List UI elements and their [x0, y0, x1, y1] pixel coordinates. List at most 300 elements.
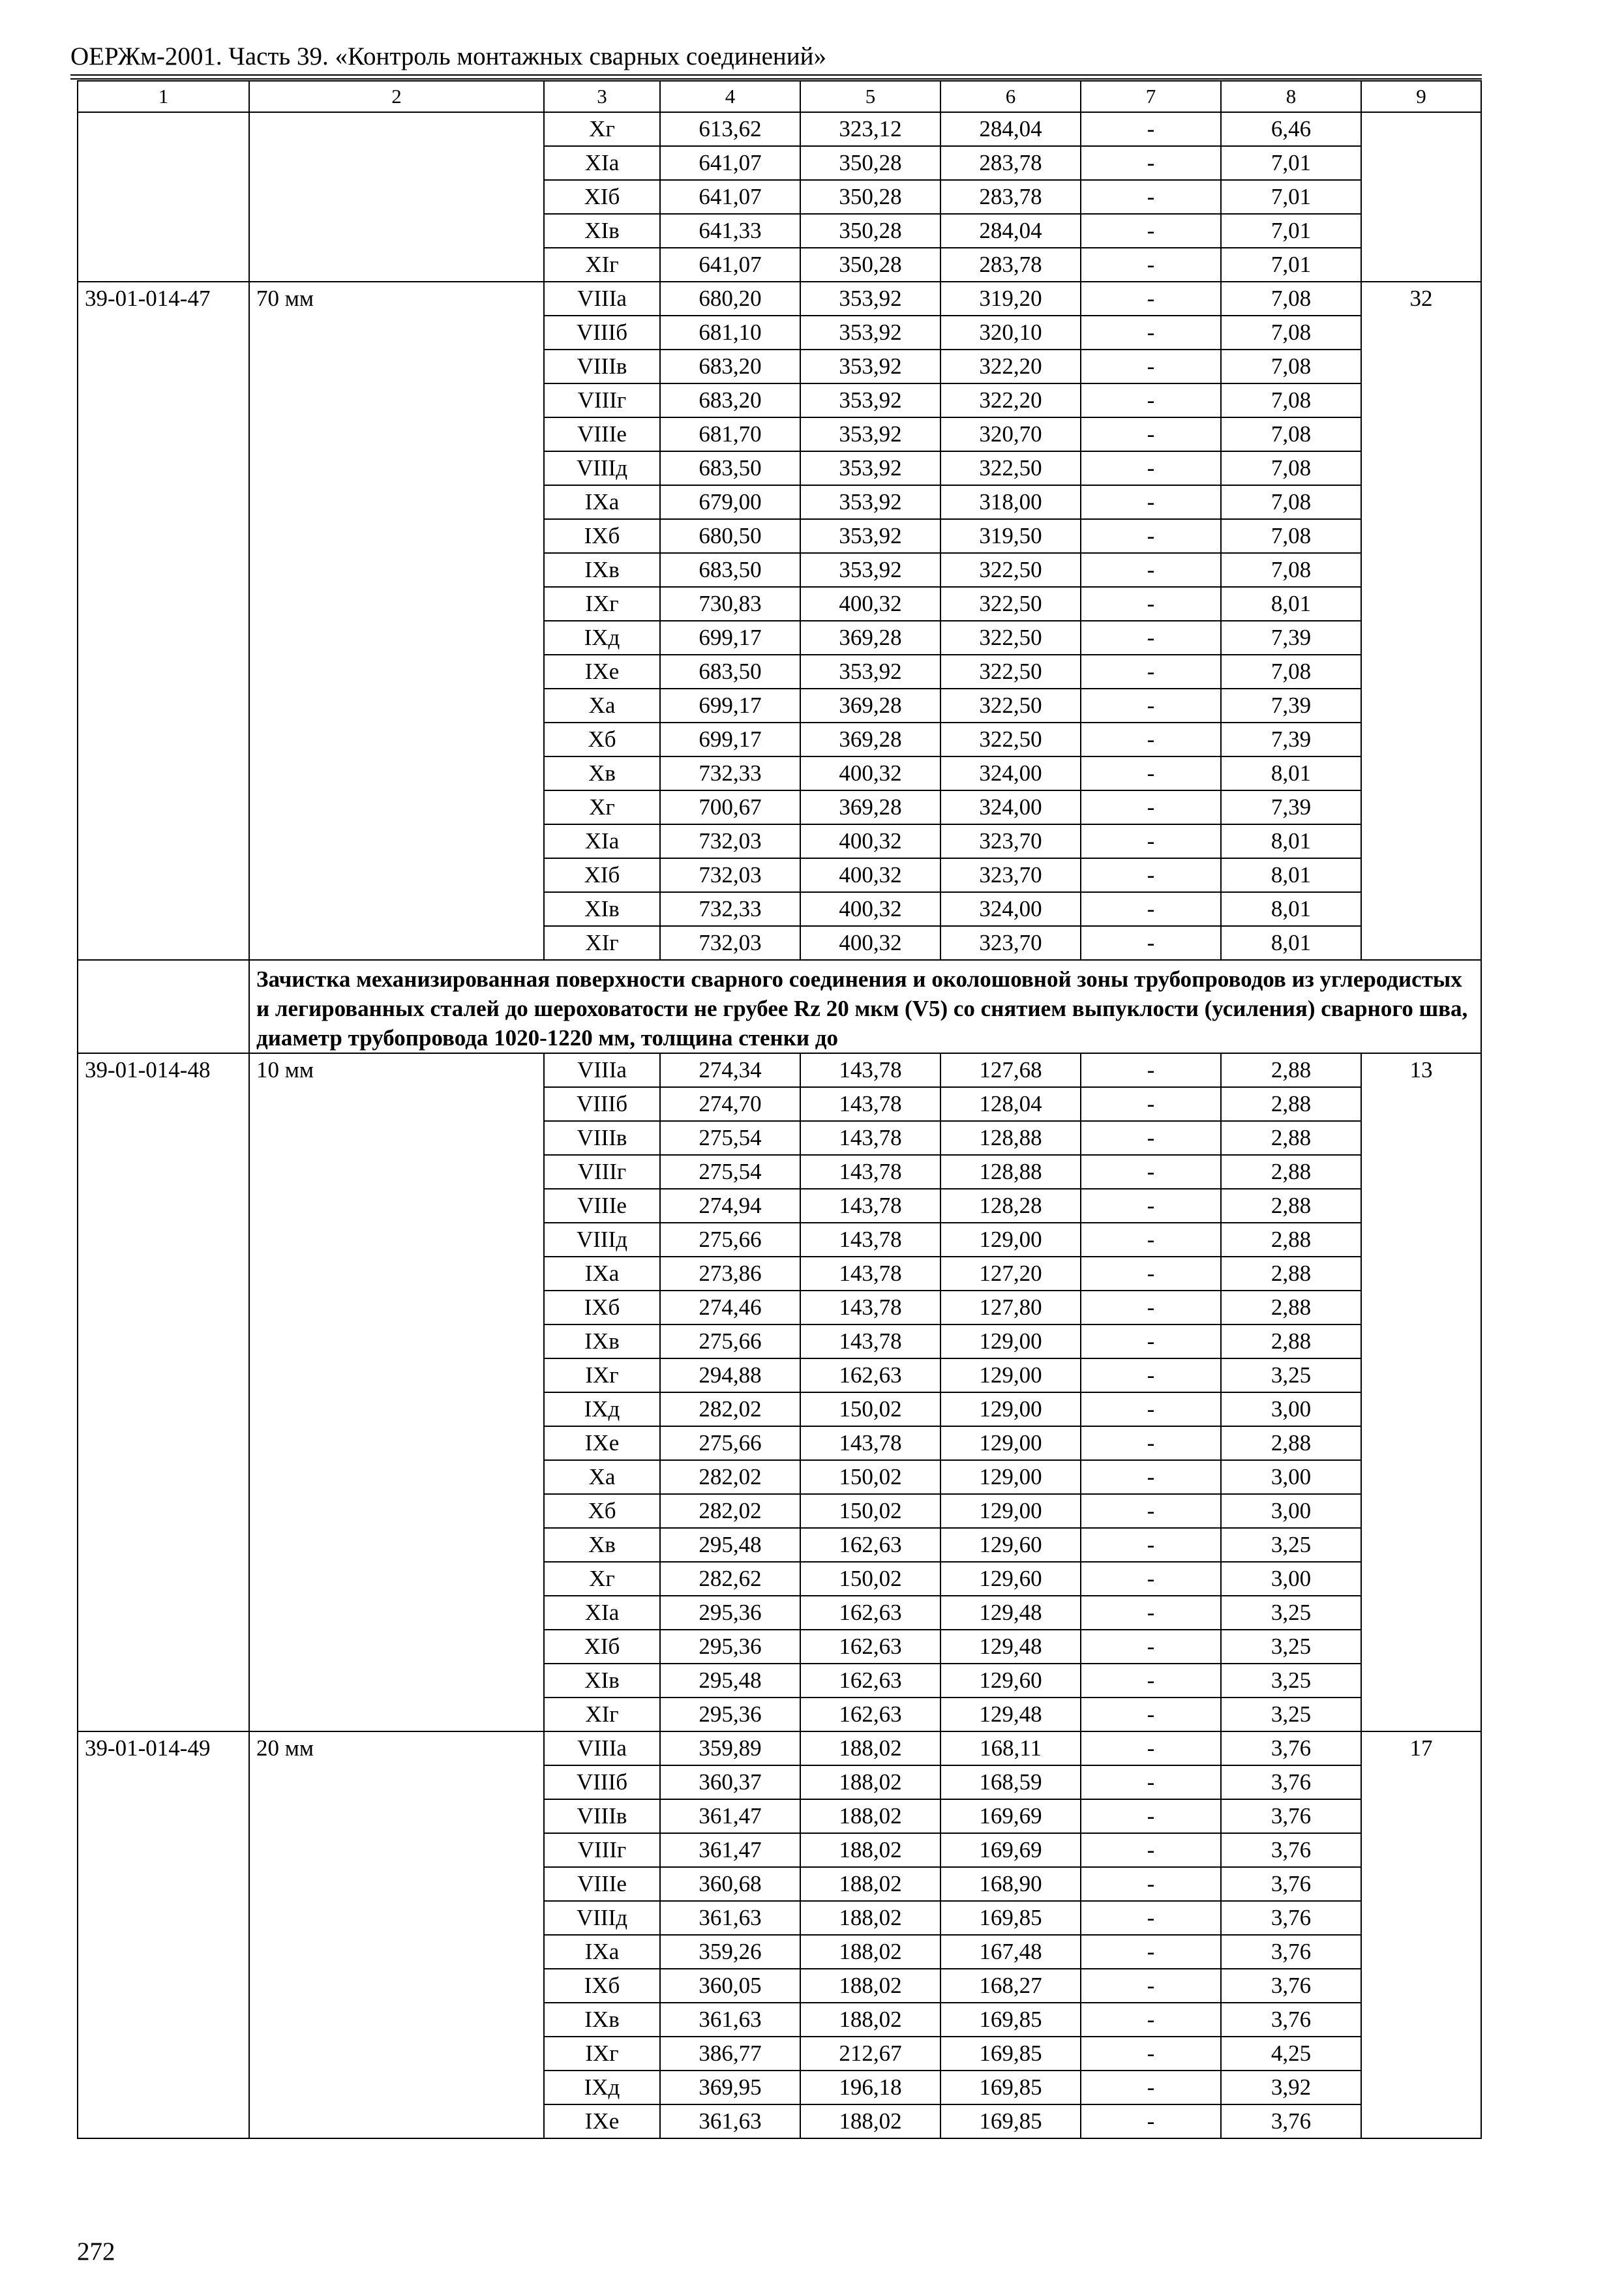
total-cost: 295,36: [660, 1630, 800, 1664]
wages: 369,28: [800, 790, 940, 824]
labor-cost: 8,01: [1221, 892, 1361, 926]
machine-cost: 322,50: [940, 655, 1081, 689]
zone: IXд: [544, 2071, 660, 2104]
materials: -: [1081, 689, 1221, 723]
machine-cost: 320,70: [940, 417, 1081, 451]
wages: 143,78: [800, 1053, 940, 1087]
total-cost: 361,63: [660, 2104, 800, 2138]
dimension: 20 мм: [249, 1731, 544, 2138]
table-row: [78, 282, 1481, 316]
materials: -: [1081, 316, 1221, 350]
zone: Xа: [544, 1460, 660, 1494]
zone: Xв: [544, 756, 660, 790]
wages: 150,02: [800, 1494, 940, 1528]
labor-cost: 7,08: [1221, 383, 1361, 417]
wages: 188,02: [800, 1969, 940, 2003]
machine-cost: 129,00: [940, 1494, 1081, 1528]
column-number: 9: [1361, 81, 1481, 112]
zone: IXа: [544, 485, 660, 519]
labor-cost: 7,08: [1221, 655, 1361, 689]
labor-cost: 3,00: [1221, 1392, 1361, 1426]
machine-cost: 129,60: [940, 1562, 1081, 1596]
total-cost: 679,00: [660, 485, 800, 519]
wages: 353,92: [800, 519, 940, 553]
column-number: 4: [660, 81, 800, 112]
total-cost: 359,89: [660, 1731, 800, 1765]
materials: -: [1081, 1460, 1221, 1494]
materials: -: [1081, 1426, 1221, 1460]
labor-cost: 3,25: [1221, 1664, 1361, 1698]
materials: -: [1081, 553, 1221, 587]
zone: VIIIд: [544, 451, 660, 485]
machine-cost: 322,20: [940, 383, 1081, 417]
machine-cost: 169,85: [940, 2037, 1081, 2071]
machine-cost: 168,90: [940, 1867, 1081, 1901]
materials: -: [1081, 383, 1221, 417]
total-cost: 732,03: [660, 926, 800, 960]
column-number: 6: [940, 81, 1081, 112]
machine-cost: 129,00: [940, 1392, 1081, 1426]
wages: 162,63: [800, 1596, 940, 1630]
zone: XIа: [544, 824, 660, 858]
machine-cost: 284,04: [940, 214, 1081, 248]
machine-cost: 169,85: [940, 2003, 1081, 2037]
labor-cost: 2,88: [1221, 1155, 1361, 1189]
wages: 188,02: [800, 1867, 940, 1901]
materials: -: [1081, 1291, 1221, 1324]
table-row: [78, 1731, 1481, 1765]
machine-cost: 324,00: [940, 756, 1081, 790]
total-cost: 683,50: [660, 553, 800, 587]
zone: Xг: [544, 790, 660, 824]
total-cost: 274,70: [660, 1087, 800, 1121]
total-cost: 359,26: [660, 1935, 800, 1969]
labor-cost: 8,01: [1221, 756, 1361, 790]
wages: 162,63: [800, 1358, 940, 1392]
total-cost: 295,36: [660, 1596, 800, 1630]
wages: 188,02: [800, 1799, 940, 1833]
labor-cost: 7,01: [1221, 214, 1361, 248]
labor-cost: 7,08: [1221, 417, 1361, 451]
materials: -: [1081, 2071, 1221, 2104]
wages: 400,32: [800, 892, 940, 926]
machine-cost: 323,70: [940, 858, 1081, 892]
index-code: [78, 112, 249, 282]
labor-cost: 7,08: [1221, 350, 1361, 383]
total-cost: 641,07: [660, 180, 800, 214]
materials: -: [1081, 485, 1221, 519]
rates-table: [77, 80, 1482, 2139]
materials: -: [1081, 1799, 1221, 1833]
zone: IXб: [544, 519, 660, 553]
total-cost: 295,48: [660, 1528, 800, 1562]
labor-cost: 8,01: [1221, 858, 1361, 892]
labor-cost: 7,08: [1221, 451, 1361, 485]
total-cost: 361,63: [660, 1901, 800, 1935]
zone: Xг: [544, 112, 660, 146]
materials: -: [1081, 1731, 1221, 1765]
wages: 353,92: [800, 383, 940, 417]
wages: 150,02: [800, 1562, 940, 1596]
wages: 143,78: [800, 1121, 940, 1155]
zone: XIб: [544, 1630, 660, 1664]
wages: 400,32: [800, 926, 940, 960]
labor-cost: 3,76: [1221, 1833, 1361, 1867]
machine-cost: 169,69: [940, 1799, 1081, 1833]
section-row: [78, 960, 1481, 1053]
wages: 143,78: [800, 1324, 940, 1358]
total-cost: 683,50: [660, 451, 800, 485]
machine-cost: 168,27: [940, 1969, 1081, 2003]
machine-cost: 322,50: [940, 723, 1081, 756]
wages: 400,32: [800, 858, 940, 892]
machine-cost: 169,85: [940, 2104, 1081, 2138]
zone: IXг: [544, 2037, 660, 2071]
zone: VIIIг: [544, 383, 660, 417]
total-cost: 683,50: [660, 655, 800, 689]
labor-cost: 3,92: [1221, 2071, 1361, 2104]
column-number: 7: [1081, 81, 1221, 112]
zone: Xб: [544, 723, 660, 756]
section-empty-cell: [78, 960, 249, 1053]
total-col9: 32: [1361, 282, 1481, 960]
index-code: 39-01-014-49: [78, 1731, 249, 2138]
labor-cost: 3,00: [1221, 1562, 1361, 1596]
zone: XIв: [544, 892, 660, 926]
total-cost: 699,17: [660, 689, 800, 723]
total-cost: 275,54: [660, 1121, 800, 1155]
machine-cost: 127,80: [940, 1291, 1081, 1324]
materials: -: [1081, 1664, 1221, 1698]
materials: -: [1081, 350, 1221, 383]
index-code: 39-01-014-48: [78, 1053, 249, 1731]
wages: 369,28: [800, 621, 940, 655]
labor-cost: 2,88: [1221, 1324, 1361, 1358]
machine-cost: 129,00: [940, 1324, 1081, 1358]
total-cost: 732,33: [660, 756, 800, 790]
machine-cost: 322,50: [940, 587, 1081, 621]
total-col9: 17: [1361, 1731, 1481, 2138]
total-cost: 386,77: [660, 2037, 800, 2071]
materials: -: [1081, 1935, 1221, 1969]
header-rule: [70, 74, 1482, 76]
machine-cost: 324,00: [940, 790, 1081, 824]
wages: 188,02: [800, 1833, 940, 1867]
zone: VIIIг: [544, 1833, 660, 1867]
wages: 143,78: [800, 1087, 940, 1121]
zone: VIIIа: [544, 1731, 660, 1765]
wages: 353,92: [800, 553, 940, 587]
machine-cost: 129,00: [940, 1460, 1081, 1494]
machine-cost: 167,48: [940, 1935, 1081, 1969]
machine-cost: 129,48: [940, 1698, 1081, 1731]
total-cost: 274,94: [660, 1189, 800, 1223]
dimension: [249, 112, 544, 282]
materials: -: [1081, 248, 1221, 282]
machine-cost: 318,00: [940, 485, 1081, 519]
labor-cost: 2,88: [1221, 1189, 1361, 1223]
machine-cost: 129,60: [940, 1528, 1081, 1562]
total-cost: 295,36: [660, 1698, 800, 1731]
page-header: ОЕРЖм-2001. Часть 39. «Контроль монтажных сварных соединений»: [70, 42, 826, 70]
materials: -: [1081, 1189, 1221, 1223]
total-cost: 681,10: [660, 316, 800, 350]
labor-cost: 7,08: [1221, 282, 1361, 316]
labor-cost: 3,76: [1221, 1867, 1361, 1901]
zone: VIIIб: [544, 1087, 660, 1121]
zone: IXг: [544, 1358, 660, 1392]
zone: IXб: [544, 1969, 660, 2003]
zone: IXе: [544, 655, 660, 689]
total-cost: 369,95: [660, 2071, 800, 2104]
wages: 150,02: [800, 1460, 940, 1494]
machine-cost: 323,70: [940, 824, 1081, 858]
materials: -: [1081, 519, 1221, 553]
labor-cost: 7,08: [1221, 485, 1361, 519]
materials: -: [1081, 146, 1221, 180]
zone: IXе: [544, 2104, 660, 2138]
zone: VIIIв: [544, 350, 660, 383]
total-cost: 282,02: [660, 1494, 800, 1528]
total-cost: 274,46: [660, 1291, 800, 1324]
wages: 188,02: [800, 1901, 940, 1935]
materials: -: [1081, 1087, 1221, 1121]
labor-cost: 2,88: [1221, 1257, 1361, 1291]
zone: VIIIб: [544, 1765, 660, 1799]
table-body: [78, 81, 1481, 2138]
labor-cost: 7,01: [1221, 180, 1361, 214]
labor-cost: 3,00: [1221, 1460, 1361, 1494]
total-cost: 360,37: [660, 1765, 800, 1799]
column-number: 1: [78, 81, 249, 112]
wages: 400,32: [800, 756, 940, 790]
zone: IXа: [544, 1257, 660, 1291]
wages: 143,78: [800, 1155, 940, 1189]
total-cost: 680,50: [660, 519, 800, 553]
total-cost: 683,20: [660, 350, 800, 383]
zone: XIб: [544, 180, 660, 214]
zone: Xа: [544, 689, 660, 723]
machine-cost: 169,69: [940, 1833, 1081, 1867]
materials: -: [1081, 2037, 1221, 2071]
column-number-row: [78, 81, 1481, 112]
total-cost: 282,62: [660, 1562, 800, 1596]
wages: 143,78: [800, 1257, 940, 1291]
labor-cost: 7,39: [1221, 790, 1361, 824]
wages: 369,28: [800, 689, 940, 723]
zone: IXе: [544, 1426, 660, 1460]
table-row: [78, 1053, 1481, 1087]
machine-cost: 324,00: [940, 892, 1081, 926]
wages: 188,02: [800, 1731, 940, 1765]
machine-cost: 320,10: [940, 316, 1081, 350]
zone: IXв: [544, 553, 660, 587]
zone: Xв: [544, 1528, 660, 1562]
labor-cost: 2,88: [1221, 1223, 1361, 1257]
materials: -: [1081, 655, 1221, 689]
zone: VIIIг: [544, 1155, 660, 1189]
zone: IXд: [544, 1392, 660, 1426]
zone: VIIIд: [544, 1901, 660, 1935]
materials: -: [1081, 1494, 1221, 1528]
wages: 188,02: [800, 1935, 940, 1969]
zone: VIIIа: [544, 1053, 660, 1087]
labor-cost: 3,25: [1221, 1698, 1361, 1731]
total-col9: 13: [1361, 1053, 1481, 1731]
machine-cost: 129,60: [940, 1664, 1081, 1698]
materials: -: [1081, 1969, 1221, 2003]
zone: VIIIе: [544, 417, 660, 451]
materials: -: [1081, 1392, 1221, 1426]
materials: -: [1081, 1562, 1221, 1596]
wages: 353,92: [800, 417, 940, 451]
labor-cost: 3,76: [1221, 1901, 1361, 1935]
labor-cost: 3,76: [1221, 1969, 1361, 2003]
materials: -: [1081, 1528, 1221, 1562]
machine-cost: 169,85: [940, 1901, 1081, 1935]
materials: -: [1081, 1358, 1221, 1392]
zone: VIIIе: [544, 1867, 660, 1901]
labor-cost: 7,39: [1221, 621, 1361, 655]
zone: VIIIв: [544, 1121, 660, 1155]
materials: -: [1081, 926, 1221, 960]
labor-cost: 3,76: [1221, 1731, 1361, 1765]
labor-cost: 7,08: [1221, 316, 1361, 350]
machine-cost: 128,88: [940, 1121, 1081, 1155]
materials: -: [1081, 1053, 1221, 1087]
materials: -: [1081, 2104, 1221, 2138]
labor-cost: 3,00: [1221, 1494, 1361, 1528]
column-number: 3: [544, 81, 660, 112]
total-cost: 361,47: [660, 1799, 800, 1833]
zone: XIб: [544, 858, 660, 892]
wages: 143,78: [800, 1291, 940, 1324]
materials: -: [1081, 1765, 1221, 1799]
materials: -: [1081, 2003, 1221, 2037]
total-cost: 274,34: [660, 1053, 800, 1087]
materials: -: [1081, 1867, 1221, 1901]
wages: 353,92: [800, 655, 940, 689]
zone: XIг: [544, 1698, 660, 1731]
machine-cost: 283,78: [940, 248, 1081, 282]
total-cost: 361,47: [660, 1833, 800, 1867]
materials: -: [1081, 180, 1221, 214]
zone: Xб: [544, 1494, 660, 1528]
materials: -: [1081, 417, 1221, 451]
total-cost: 732,33: [660, 892, 800, 926]
materials: -: [1081, 824, 1221, 858]
materials: -: [1081, 1596, 1221, 1630]
labor-cost: 3,25: [1221, 1528, 1361, 1562]
total-cost: 641,07: [660, 146, 800, 180]
labor-cost: 7,39: [1221, 723, 1361, 756]
column-number: 2: [249, 81, 544, 112]
machine-cost: 128,28: [940, 1189, 1081, 1223]
labor-cost: 3,76: [1221, 1765, 1361, 1799]
wages: 162,63: [800, 1630, 940, 1664]
machine-cost: 283,78: [940, 146, 1081, 180]
materials: -: [1081, 587, 1221, 621]
zone: VIIIа: [544, 282, 660, 316]
header-rule: [70, 78, 1482, 80]
zone: IXв: [544, 2003, 660, 2037]
machine-cost: 128,88: [940, 1155, 1081, 1189]
labor-cost: 4,25: [1221, 2037, 1361, 2071]
zone: IXа: [544, 1935, 660, 1969]
labor-cost: 8,01: [1221, 587, 1361, 621]
labor-cost: 3,76: [1221, 2104, 1361, 2138]
total-cost: 282,02: [660, 1392, 800, 1426]
total-cost: 275,66: [660, 1324, 800, 1358]
wages: 400,32: [800, 587, 940, 621]
total-col9: [1361, 112, 1481, 282]
materials: -: [1081, 1223, 1221, 1257]
total-cost: 681,70: [660, 417, 800, 451]
total-cost: 680,20: [660, 282, 800, 316]
machine-cost: 319,50: [940, 519, 1081, 553]
machine-cost: 168,11: [940, 1731, 1081, 1765]
wages: 353,92: [800, 350, 940, 383]
zone: IXб: [544, 1291, 660, 1324]
zone: VIIIб: [544, 316, 660, 350]
machine-cost: 129,00: [940, 1223, 1081, 1257]
column-number: 5: [800, 81, 940, 112]
labor-cost: 7,01: [1221, 248, 1361, 282]
total-cost: 294,88: [660, 1358, 800, 1392]
machine-cost: 283,78: [940, 180, 1081, 214]
machine-cost: 322,50: [940, 553, 1081, 587]
zone: IXг: [544, 587, 660, 621]
machine-cost: 322,20: [940, 350, 1081, 383]
materials: -: [1081, 892, 1221, 926]
wages: 350,28: [800, 180, 940, 214]
zone: XIа: [544, 146, 660, 180]
labor-cost: 7,01: [1221, 146, 1361, 180]
materials: -: [1081, 621, 1221, 655]
total-cost: 273,86: [660, 1257, 800, 1291]
labor-cost: 3,76: [1221, 2003, 1361, 2037]
machine-cost: 322,50: [940, 451, 1081, 485]
machine-cost: 129,48: [940, 1630, 1081, 1664]
total-cost: 360,05: [660, 1969, 800, 2003]
wages: 150,02: [800, 1392, 940, 1426]
materials: -: [1081, 282, 1221, 316]
wages: 350,28: [800, 214, 940, 248]
materials: -: [1081, 1155, 1221, 1189]
materials: -: [1081, 858, 1221, 892]
machine-cost: 129,00: [940, 1426, 1081, 1460]
machine-cost: 319,20: [940, 282, 1081, 316]
dimension: 70 мм: [249, 282, 544, 960]
zone: IXд: [544, 621, 660, 655]
machine-cost: 284,04: [940, 112, 1081, 146]
labor-cost: 2,88: [1221, 1426, 1361, 1460]
machine-cost: 128,04: [940, 1087, 1081, 1121]
total-cost: 295,48: [660, 1664, 800, 1698]
total-cost: 730,83: [660, 587, 800, 621]
labor-cost: 7,39: [1221, 689, 1361, 723]
wages: 353,92: [800, 282, 940, 316]
machine-cost: 129,00: [940, 1358, 1081, 1392]
materials: -: [1081, 1833, 1221, 1867]
materials: -: [1081, 756, 1221, 790]
zone: VIIIе: [544, 1189, 660, 1223]
zone: IXв: [544, 1324, 660, 1358]
zone: Xг: [544, 1562, 660, 1596]
labor-cost: 2,88: [1221, 1053, 1361, 1087]
labor-cost: 3,76: [1221, 1799, 1361, 1833]
zone: XIв: [544, 214, 660, 248]
